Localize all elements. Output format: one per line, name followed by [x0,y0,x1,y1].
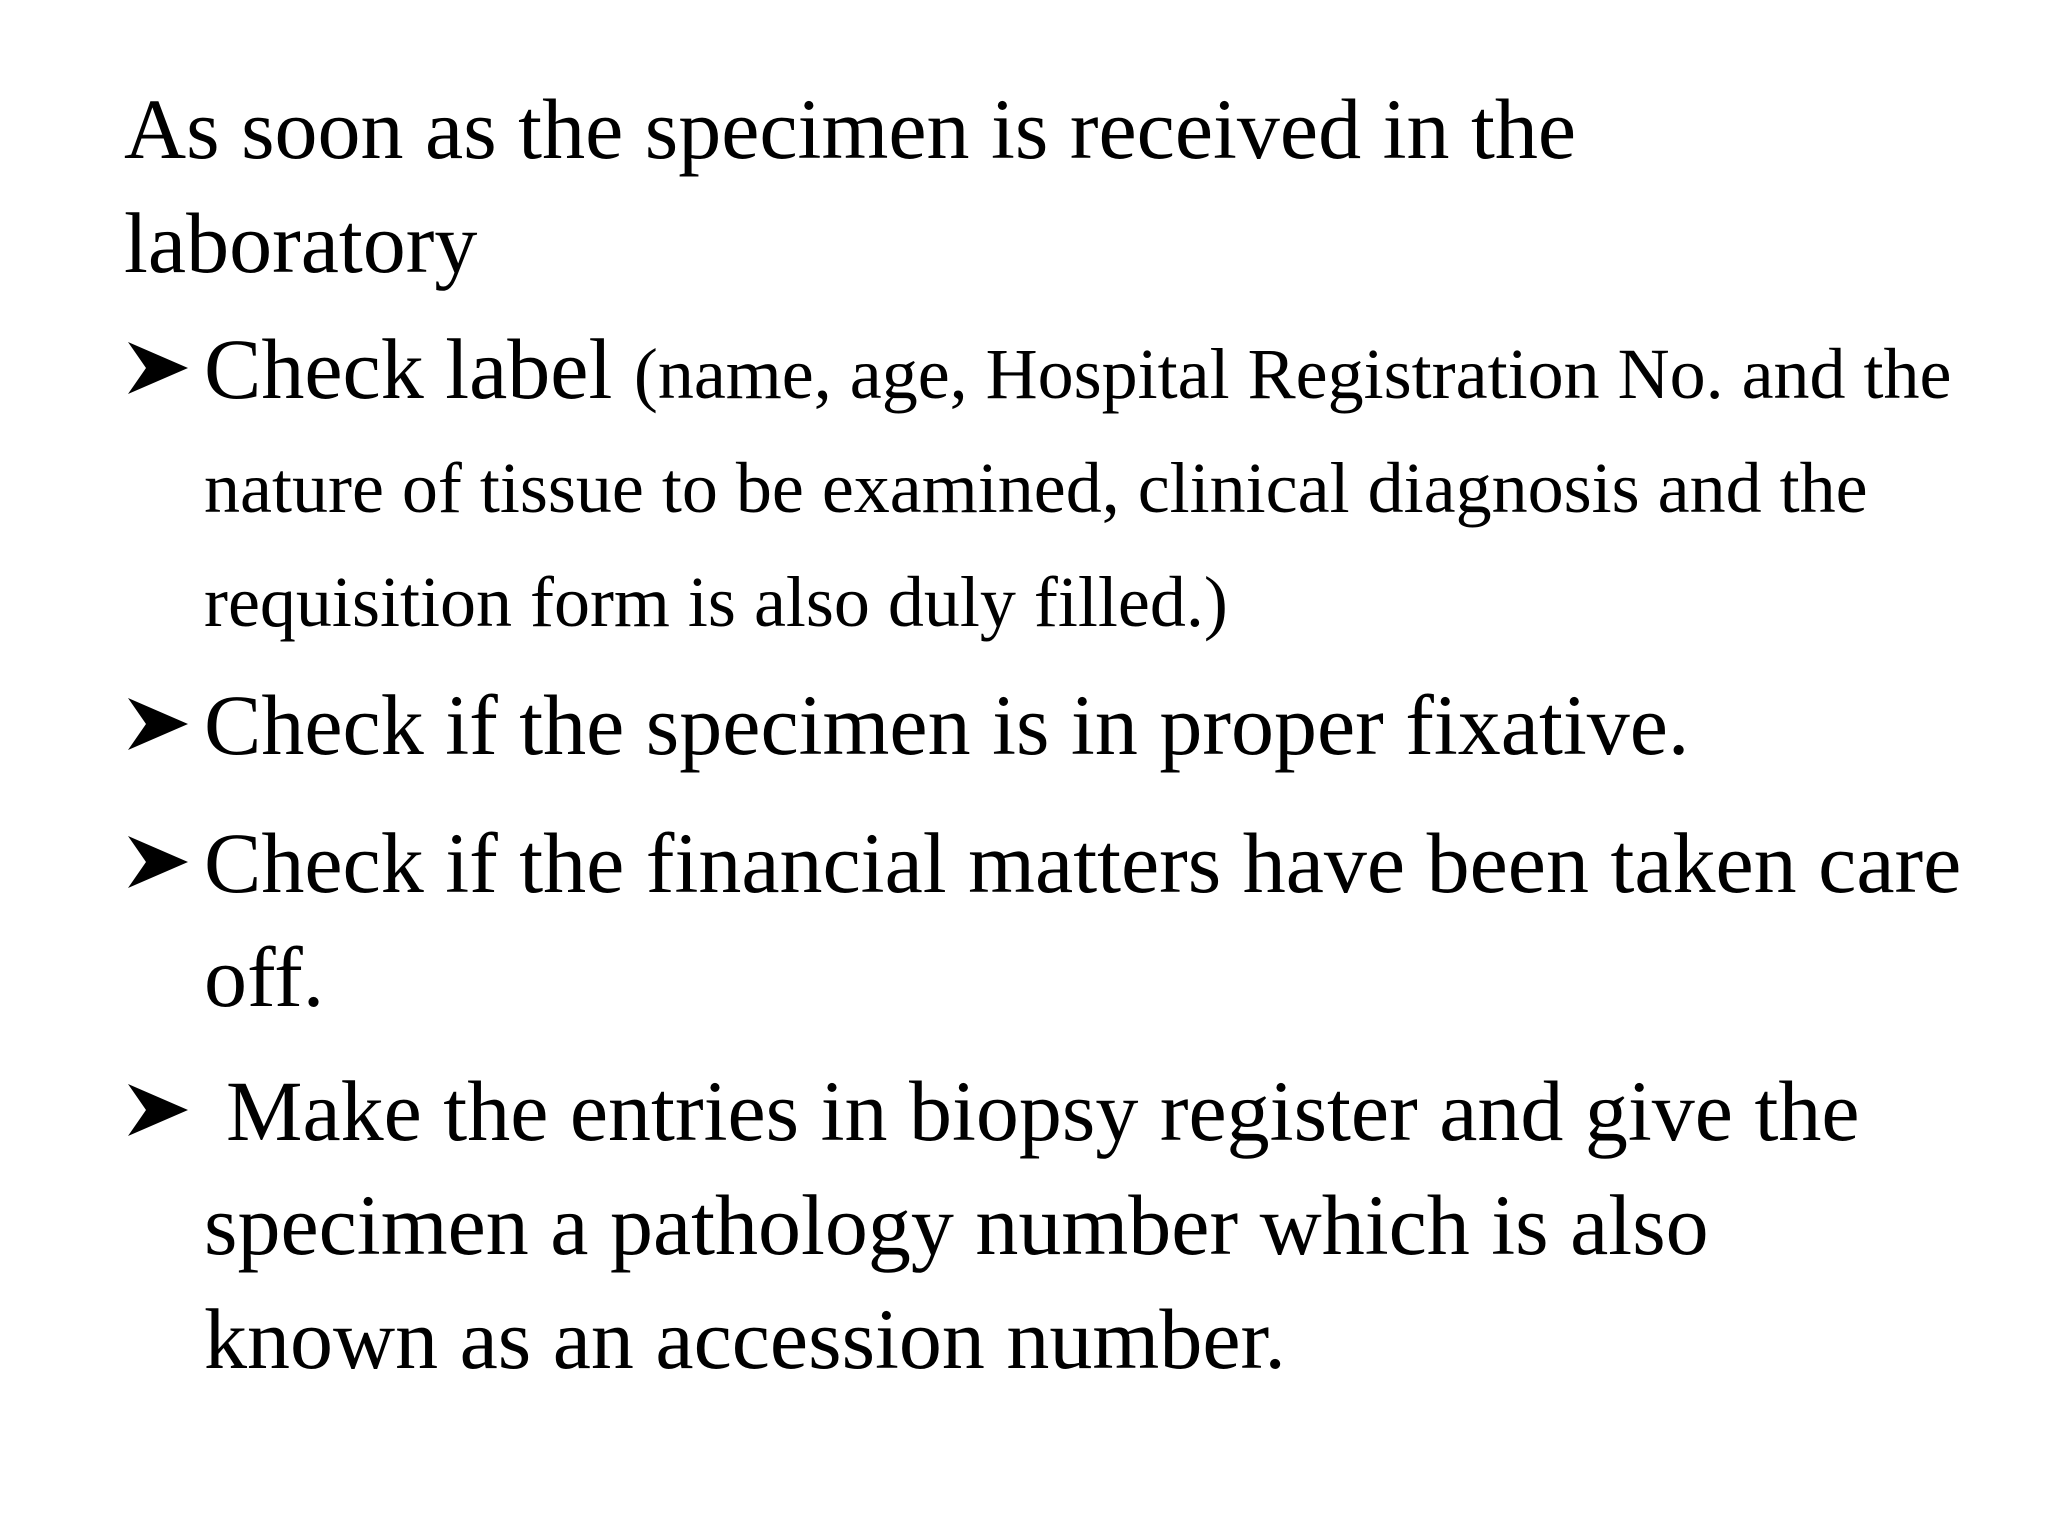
arrowhead-bullet-icon [124,668,196,782]
bullet-item-check-label [124,312,1964,654]
bullet-item-check-fixative [124,668,1964,782]
bullet-item-biopsy-register [124,1054,1964,1396]
bullet-lead-text: Make the entries in biopsy register and give the specimen a pathology number which is also known as an accession number. [204,1063,1860,1387]
bullet-list [124,312,1964,1396]
arrowhead-bullet-icon [124,1054,196,1168]
bullet-detail-text: (name, age, Hospital Registration No. and the nature of tissue to be examined, clinical diagnosis and the requisition form is also duly filled.) [204,334,1952,642]
arrowhead-bullet-icon [124,806,196,920]
bullet-lead-text: Check label [204,321,634,417]
intro-heading: As soon as the specimen is received in the laboratory [124,81,1577,291]
bullet-lead-text: Check if the financial matters have been taken care off. [204,815,1962,1025]
arrowhead-bullet-icon [124,312,196,426]
bullet-lead-text: Check if the specimen is in proper fixative. [204,677,1690,773]
bullet-item-check-financial [124,806,1964,1034]
